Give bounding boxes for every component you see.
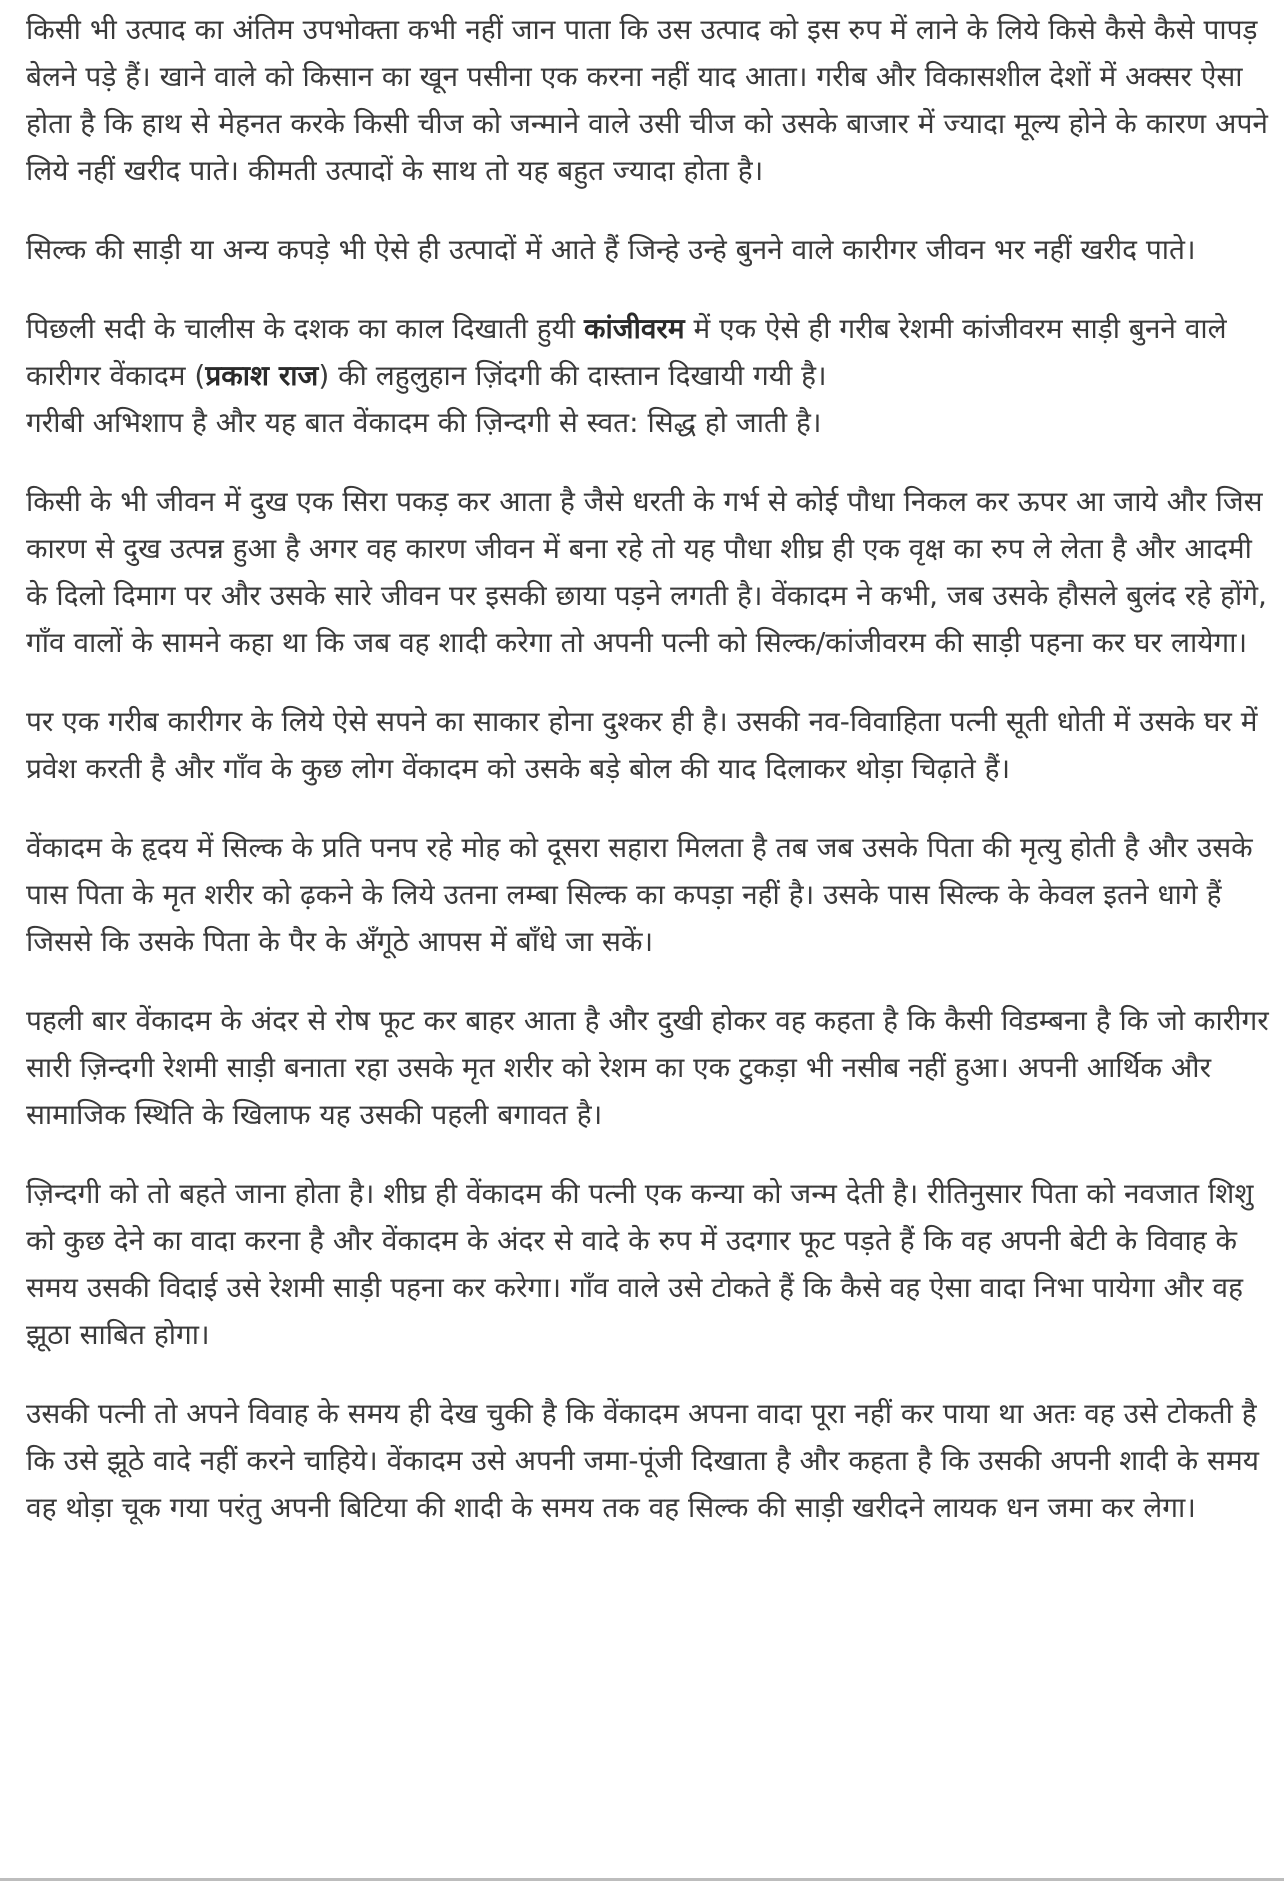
paragraph-4: गरीबी अभिशाप है और यह बात वेंकादम की ज़िन्दगी से स्वत: सिद्ध हो जाती है।: [26, 406, 822, 439]
film-title: कांजीवरम: [584, 312, 685, 345]
paragraph-3-text-b: में एक ऐसे ही गरीब रेशमी कांजीवरम साड़ी बुनने वाले कारीगर वेंकादम (: [26, 312, 1227, 392]
paragraph-3-text-a: पिछली सदी के चालीस के दशक का काल दिखाती हुयी: [26, 312, 585, 345]
paragraph-5: किसी के भी जीवन में दुख एक सिरा पकड़ कर आता है जैसे धरती के गर्भ से कोई पौधा निकल कर ऊपर आ जाये और जिस कारण से दुख उत्पन्न हुआ है अगर वह कारण जीवन में बना रहे तो यह पौधा शीघ्र ही एक वृक्ष का रुप ले लेता है और आदमी के दिलो दिमाग पर और उसके सारे जीवन पर इसकी छाया पड़ने लगती है। वेंकादम ने कभी, जब उसके हौसले बुलंद रहे होंगे, गाँव वालों के सामने कहा था कि जब वह शादी करेगा तो अपनी पत्नी को सिल्क/कांजीवरम की साड़ी पहना कर घर लायेगा।: [26, 485, 1267, 659]
paragraph-8: पहली बार वेंकादम के अंदर से रोष फूट कर बाहर आता है और दुखी होकर वह कहता है कि कैसी विडम्बना है कि जो कारीगर सारी ज़िन्दगी रेशमी साड़ी बनाता रहा उसके मृत शरीर को रेशम का एक टुकड़ा भी नसीब नहीं हुआ। अपनी आर्थिक और सामाजिक स्थिति के खिलाफ यह उसकी पहली बगावत है।: [26, 1004, 1269, 1131]
paragraph-6: पर एक गरीब कारीगर के लिये ऐसे सपने का साकार होना दुश्कर ही है। उसकी नव-विवाहिता पत्नी सूती धोती में उसके घर में प्रवेश करती है और गाँव के कुछ लोग वेंकादम को उसके बड़े बोल की याद दिलाकर थोड़ा चिढ़ाते हैं।: [26, 705, 1258, 785]
actor-name: प्रकाश राज: [205, 359, 319, 392]
paragraph-1: किसी भी उत्पाद का अंतिम उपभोक्ता कभी नहीं जान पाता कि उस उत्पाद को इस रुप में लाने के लिये किसे कैसे कैसे पापड़ बेलने पड़े हैं। खाने वाले को किसान का खून पसीना एक करना नहीं याद आता। गरीब और विकासशील देशों में अक्सर ऐसा होता है कि हाथ से मेहनत करके किसी चीज को जन्माने वाले उसी चीज को उसके बाजार में ज्यादा मूल्य होने के कारण अपने लिये नहीं खरीद पाते। कीमती उत्पादों के साथ तो यह बहुत ज्यादा होता है।: [26, 13, 1268, 187]
paragraph-3-text-c: ) की लहुलुहान ज़िंदगी की दास्तान दिखायी गयी है।: [318, 359, 827, 392]
paragraph-10: उसकी पत्नी तो अपने विवाह के समय ही देख चुकी है कि वेंकादम अपना वादा पूरा नहीं कर पाया था अतः वह उसे टोकती है कि उसे झूठे वादे नहीं करने चाहिये। वेंकादम उसे अपनी जमा-पूंजी दिखाता है और कहता है कि उसकी अपनी शादी के समय वह थोड़ा चूक गया परंतु अपनी बिटिया की शादी के समय तक वह सिल्क की साड़ी खरीदने लायक धन जमा कर लेगा।: [26, 1397, 1259, 1524]
paragraph-3: [26, 305, 1278, 399]
paragraph-7: वेंकादम के हृदय में सिल्क के प्रति पनप रहे मोह को दूसरा सहारा मिलता है तब जब उसके पिता की मृत्यु होती है और उसके पास पिता के मृत शरीर को ढ़कने के लिये उतना लम्बा सिल्क का कपड़ा नहीं है। उसके पास सिल्क के केवल इतने धागे हैं जिससे कि उसके पिता के पैर के अँगूठे आपस में बाँधे जा सकें।: [26, 831, 1253, 958]
paragraph-9: ज़िन्दगी को तो बहते जाना होता है। शीघ्र ही वेंकादम की पत्नी एक कन्या को जन्म देती है। रीतिनुसार पिता को नवजात शिशु को कुछ देने का वादा करना है और वेंकादम के अंदर से वादे के रुप में उदगार फूट पड़ते हैं कि वह अपनी बेटी के विवाह के समय उसकी विदाई उसे रेशमी साड़ी पहना कर करेगा। गाँव वाले उसे टोकते हैं कि कैसे वह ऐसा वादा निभा पायेगा और वह झूठा साबित होगा।: [26, 1177, 1254, 1351]
paragraph-2: सिल्क की साड़ी या अन्य कपड़े भी ऐसे ही उत्पादों में आते हैं जिन्हे उन्हे बुनने वाले कारीगर जीवन भर नहीं खरीद पाते।: [26, 233, 1196, 266]
